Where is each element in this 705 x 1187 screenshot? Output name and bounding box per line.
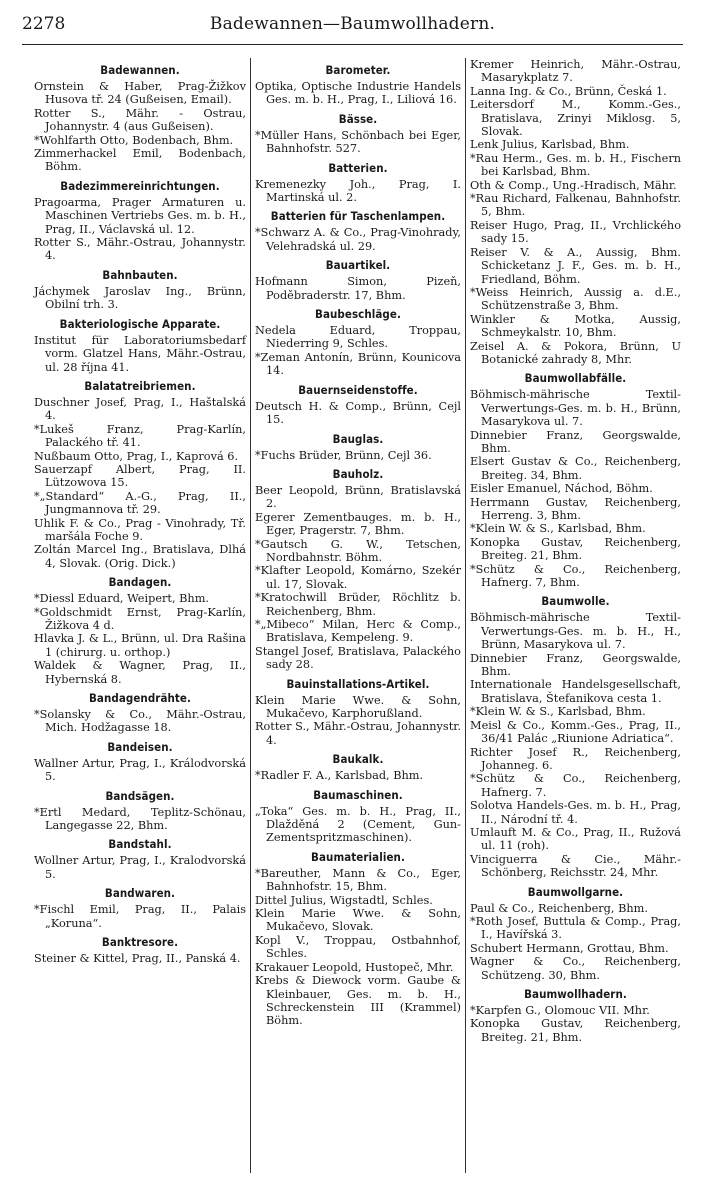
directory-section xyxy=(34,380,246,570)
directory-entry: *Roth Josef, Buttula & Comp., Prag, I., Havířská 3. xyxy=(470,914,681,942)
directory-entry: Jáchymek Jaroslav Ing., Brünn, Obilní trh. 3. xyxy=(34,284,246,312)
directory-entry: Lanna Ing. & Co., Brünn, Česká 1. xyxy=(470,84,667,98)
directory-entry: Nußbaum Otto, Prag, I., Kaprová 6. xyxy=(34,449,239,463)
section-heading: Baumwollhadern. xyxy=(524,988,627,1001)
directory-entry: *Ertl Medard, Teplitz-Schönau, Langegasse 22, Bhm. xyxy=(34,805,246,833)
directory-entry: Klein Marie Wwe. & Sohn, Mukačevo, Slovak. xyxy=(255,907,461,934)
section-heading: Baumwolle. xyxy=(541,595,610,609)
section-heading: Balatatreibriemen. xyxy=(84,379,196,393)
section-heading: Barometer. xyxy=(325,64,391,77)
section-heading: Baumwollgarne. xyxy=(527,885,624,899)
directory-entry: Vinciguerra & Cie., Mähr.-Schönberg, Reichsstr. 24, Mhr. xyxy=(470,852,681,880)
directory-entry: Eisler Emanuel, Náchod, Böhm. xyxy=(470,482,653,496)
directory-entry: Klein Marie Wwe. & Sohn, Mukačevo, Karphorußland. xyxy=(255,693,461,720)
directory-entry: *Klein W. & S., Karlsbad, Bhm. xyxy=(470,705,646,719)
directory-entry: *Schütz & Co., Reichenberg, Hafnerg. 7. xyxy=(470,772,681,799)
directory-entry: Uhlik F. & Co., Prag - Vinohrady, Tř. maršála Foche 9. xyxy=(34,516,246,543)
directory-entry: *Fuchs Brüder, Brünn, Cejl 36. xyxy=(255,448,432,462)
section-heading: Batterien. xyxy=(328,161,388,175)
directory-section xyxy=(34,838,246,881)
directory-entry: *Diessl Eduard, Weipert, Bhm. xyxy=(34,592,210,606)
section-heading: Baumwollabfälle. xyxy=(524,372,627,386)
directory-section xyxy=(34,269,246,312)
directory-entry: Konopka Gustav, Reichenberg, Breiteg. 21, Bhm. xyxy=(470,535,681,563)
directory-entry: Dinnebier Franz, Georgswalde, Bhm. xyxy=(470,428,681,455)
directory-section xyxy=(470,58,681,366)
directory-section xyxy=(255,678,461,748)
directory-entry: Krebs & Diewock vorm. Gaube & Kleinbauer, Ges. m. b. H., Schreckenstein III (Krammel) Böhm. xyxy=(255,974,461,1028)
directory-entry: Ornstein & Haber, Prag-Žižkov Husova tř. 24 (Gußeisen, Email). xyxy=(34,80,246,107)
directory-entry: Winkler & Motka, Aussig, Schmeykalstr. 10, Bhm. xyxy=(470,312,681,340)
directory-section xyxy=(470,372,681,589)
directory-entry: Böhmisch-mährische Textil-Verwertungs-Ges. m. b. H., H., Brünn, Masarykova ul. 7. xyxy=(470,611,681,652)
directory-entry: Leitersdorf M., Komm.-Ges., Bratislava, Zrinyi Miklosg. 5, Slovak. xyxy=(470,98,681,139)
directory-entry: *„Standard“ A.-G., Prag, II., Jungmannova tř. 29. xyxy=(34,489,246,517)
directory-entry: Steiner & Kittel, Prag, II., Panská 4. xyxy=(34,952,241,966)
directory-section xyxy=(255,433,461,462)
directory-entry: *Solansky & Co., Mähr.-Ostrau, Mich. Hodžagasse 18. xyxy=(34,708,246,735)
directory-entry: Rotter S., Mähr.-Ostrau, Johannystr. 4. xyxy=(34,236,246,263)
directory-entry: Reiser V. & A., Aussig, Bhm. Schicketanz J. F., Ges. m. b. H., Friedland, Böhm. xyxy=(470,245,681,286)
directory-section xyxy=(255,753,461,782)
directory-entry: Institut für Laboratoriumsbedarf vorm. Glatzel Hans, Mähr.-Ostrau, ul. 28 října 41. xyxy=(34,333,246,374)
directory-entry: Böhmisch-mährische Textil-Verwertungs-Ges. m. b. H., Brünn, Masarykova ul. 7. xyxy=(470,388,681,429)
directory-section xyxy=(34,692,246,735)
section-heading: Bakteriologische Apparate. xyxy=(59,317,221,331)
directory-entry: *Gautsch G. W., Tetschen, Nordbahnstr. Böhm. xyxy=(255,537,461,564)
page-header xyxy=(22,14,683,40)
directory-entry: Internationale Handelsgesellschaft, Bratislava, Štefanikova cesta 1. xyxy=(470,678,681,705)
directory-section xyxy=(255,789,461,845)
directory-entry: Duschner Josef, Prag, I., Haštalská 4. xyxy=(34,395,246,423)
section-heading: Badezimmereinrichtungen. xyxy=(60,179,220,193)
section-heading: Baukalk. xyxy=(332,753,384,767)
directory-section xyxy=(470,988,681,1044)
directory-columns xyxy=(30,58,683,1173)
directory-section xyxy=(255,64,461,107)
directory-entry: Schubert Hermann, Grottau, Bhm. xyxy=(470,941,669,955)
section-heading: Baumaschinen. xyxy=(313,788,403,802)
directory-section xyxy=(470,595,681,879)
directory-entry: Elsert Gustav & Co., Reichenberg, Breiteg. 34, Bhm. xyxy=(470,455,681,482)
column-3 xyxy=(465,58,685,1173)
directory-entry: Lenk Julius, Karlsbad, Bhm. xyxy=(470,138,630,152)
directory-entry: Solotva Handels-Ges. m. b. H., Prag, II., Národní tř. 4. xyxy=(470,799,681,826)
directory-section xyxy=(255,308,461,378)
directory-entry: *Radler F. A., Karlsbad, Bhm. xyxy=(255,769,424,783)
directory-section xyxy=(34,64,246,174)
directory-entry: Herrmann Gustav, Reichenberg, Herreng. 3, Bhm. xyxy=(470,495,681,522)
directory-section xyxy=(470,886,681,982)
directory-entry: Rotter S., Mähr. - Ostrau, Johannystr. 4 (aus Gußeisen). xyxy=(34,106,246,134)
directory-entry: *Rau Richard, Falkenau, Bahnhofstr. 5, Bhm. xyxy=(470,192,681,219)
section-heading: Bauartikel. xyxy=(325,259,391,273)
directory-entry: Dittel Julius, Wigstadtl, Schles. xyxy=(255,893,433,907)
section-heading: Bandagendrähte. xyxy=(88,692,192,706)
directory-section xyxy=(255,468,461,672)
directory-entry: Paul & Co., Reichenberg, Bhm. xyxy=(470,901,648,915)
directory-entry: *Lukeš Franz, Prag-Karlín, Palackého tř. 41. xyxy=(34,422,246,450)
directory-entry: *„Mibeco“ Milan, Herc & Comp., Bratislava, Kempeleng. 9. xyxy=(255,617,461,645)
directory-section xyxy=(34,790,246,833)
directory-section xyxy=(34,180,246,263)
directory-entry: Konopka Gustav, Reichenberg, Breiteg. 21, Bhm. xyxy=(470,1017,681,1044)
directory-section xyxy=(255,259,461,302)
section-heading: Bauholz. xyxy=(332,467,384,481)
directory-entry: Pragoarma, Prager Armaturen u. Maschinen Vertriebs Ges. m. b. H., Prag, II., Václavská ul. 12. xyxy=(34,195,246,236)
section-heading: Baubeschläge. xyxy=(315,308,401,322)
section-heading: Bässe. xyxy=(338,112,378,126)
section-heading: Bandwaren. xyxy=(104,887,176,901)
directory-entry: *Wohlfarth Otto, Bodenbach, Bhm. xyxy=(34,133,234,147)
directory-entry: Nedela Eduard, Troppau, Niederring 9, Schles. xyxy=(255,324,461,351)
directory-entry: *Schwarz A. & Co., Prag-Vinohrady, Velehradská ul. 29. xyxy=(255,226,461,253)
directory-section xyxy=(255,113,461,156)
directory-entry: Beer Leopold, Brünn, Bratislavská 2. xyxy=(255,483,461,511)
directory-section xyxy=(34,936,246,965)
directory-entry: Kremenezky Joh., Prag, I. Martinská ul. 2. xyxy=(255,177,461,205)
section-heading: Banktresore. xyxy=(101,936,179,950)
directory-entry: Waldek & Wagner, Prag, II., Hybernská 8. xyxy=(34,659,246,686)
directory-entry: *Müller Hans, Schönbach bei Eger, Bahnhofstr. 527. xyxy=(255,128,461,156)
directory-section xyxy=(34,887,246,930)
section-heading: Bauernseidenstoffe. xyxy=(298,383,418,397)
directory-entry: Stangel Josef, Bratislava, Palackého sady 28. xyxy=(255,644,461,672)
column-1 xyxy=(30,58,250,1173)
directory-entry: Reiser Hugo, Prag, II., Vrchlického sady 15. xyxy=(470,218,681,246)
directory-section xyxy=(255,162,461,205)
directory-entry: *Kratochwill Brüder, Röchlitz b. Reichenberg, Bhm. xyxy=(255,591,461,618)
directory-entry: Wagner & Co., Reichenberg, Schützeng. 30, Bhm. xyxy=(470,955,681,982)
directory-entry: Meisl & Co., Komm.-Ges., Prag, II., 36/41 Palác „Riunione Adriatica“. xyxy=(470,718,681,746)
directory-entry: Zeisel A. & Pokora, Brünn, U Botanické zahrady 8, Mhr. xyxy=(470,339,681,366)
directory-entry: Kopl V., Troppau, Ostbahnhof, Schles. xyxy=(255,933,461,961)
directory-entry: *Rau Herm., Ges. m. b. H., Fischern bei Karlsbad, Bhm. xyxy=(470,151,681,179)
section-heading: Bandsägen. xyxy=(105,789,175,803)
directory-entry: *Klein W. & S., Karlsbad, Bhm. xyxy=(470,522,646,536)
directory-entry: *Schütz & Co., Reichenberg, Hafnerg. 7, Bhm. xyxy=(470,562,681,590)
page-number: 2278 xyxy=(22,14,66,34)
directory-section xyxy=(34,318,246,374)
directory-entry: Richter Josef R., Reichenberg, Johanneg. 6. xyxy=(470,745,681,772)
section-heading: Bandagen. xyxy=(108,576,172,590)
directory-entry: Sauerzapf Albert, Prag, II. Lützowova 15. xyxy=(34,462,246,490)
directory-entry: Egerer Zementbauges. m. b. H., Eger, Pragerstr. 7, Bhm. xyxy=(255,510,461,538)
section-heading: Badewannen. xyxy=(100,64,180,77)
directory-section xyxy=(34,741,246,784)
directory-entry: Umlauft M. & Co., Prag, II., Ružová ul. 11 (roh). xyxy=(470,825,681,853)
directory-entry: Rotter S., Mähr.-Ostrau, Johannystr. 4. xyxy=(255,720,461,747)
header-rule xyxy=(22,44,683,45)
section-heading: Bahnbauten. xyxy=(102,268,178,282)
directory-entry: Wallner Artur, Prag, I., Králodvorská 5. xyxy=(34,756,246,784)
directory-entry: *Klafter Leopold, Komárno, Szekér ul. 17, Slovak. xyxy=(255,564,461,591)
directory-entry: Oth & Comp., Ung.-Hradisch, Mähr. xyxy=(470,178,677,192)
directory-entry: Hlavka J. & L., Brünn, ul. Dra Rašina 1 (chirurg. u. orthop.) xyxy=(34,632,246,659)
directory-entry: *Fischl Emil, Prag, II., Palais „Koruna“. xyxy=(34,903,246,930)
directory-entry: Optika, Optische Industrie Handels Ges. m. b. H., Prag, I., Liliová 16. xyxy=(255,80,461,107)
section-heading: Baumaterialien. xyxy=(311,850,405,864)
page-title: Badewannen—Baumwollhadern. xyxy=(209,14,496,34)
directory-entry: Kremer Heinrich, Mähr.-Ostrau, Masarykplatz 7. xyxy=(470,58,681,85)
section-heading: Bauglas. xyxy=(332,432,384,446)
directory-section xyxy=(255,210,461,253)
directory-entry: Dinnebier Franz, Georgswalde, Bhm. xyxy=(470,651,681,679)
directory-entry: *Karpfen G., Olomouc VII. Mhr. xyxy=(470,1004,650,1017)
directory-entry: *Goldschmidt Ernst, Prag-Karlín, Žižkova 4 d. xyxy=(34,605,246,632)
directory-entry: Deutsch H. & Comp., Brünn, Cejl 15. xyxy=(255,399,461,427)
section-heading: Bandeisen. xyxy=(107,740,173,754)
directory-entry: Wollner Artur, Prag, I., Kralodvorská 5. xyxy=(34,854,246,881)
section-heading: Bandstahl. xyxy=(108,838,172,852)
directory-section xyxy=(255,384,461,427)
directory-section xyxy=(34,576,246,686)
directory-entry: *Bareuther, Mann & Co., Eger, Bahnhofstr. 15, Bhm. xyxy=(255,866,461,894)
directory-entry: „Toka“ Ges. m. b. H., Prag, II., Dlažděná 2 (Cement, Gun-Zementspritzmaschinen). xyxy=(255,804,461,845)
section-heading: Bauinstallations-Artikel. xyxy=(286,677,430,691)
directory-entry: *Weiss Heinrich, Aussig a. d.E., Schützenstraße 3, Bhm. xyxy=(470,285,681,313)
section-heading: Batterien für Taschenlampen. xyxy=(270,210,446,224)
column-2 xyxy=(250,58,465,1173)
directory-entry: *Zeman Antonín, Brünn, Kounicova 14. xyxy=(255,350,461,378)
directory-entry: Krakauer Leopold, Hustopeč, Mhr. xyxy=(255,960,454,974)
directory-entry: Hofmann Simon, Pizeň, Poděbraderstr. 17, Bhm. xyxy=(255,275,461,302)
directory-entry: Zimmerhackel Emil, Bodenbach, Böhm. xyxy=(34,147,246,174)
directory-entry: Zoltán Marcel Ing., Bratislava, Dlhá 4, Slovak. (Orig. Dick.) xyxy=(34,543,246,570)
directory-section xyxy=(255,851,461,1028)
